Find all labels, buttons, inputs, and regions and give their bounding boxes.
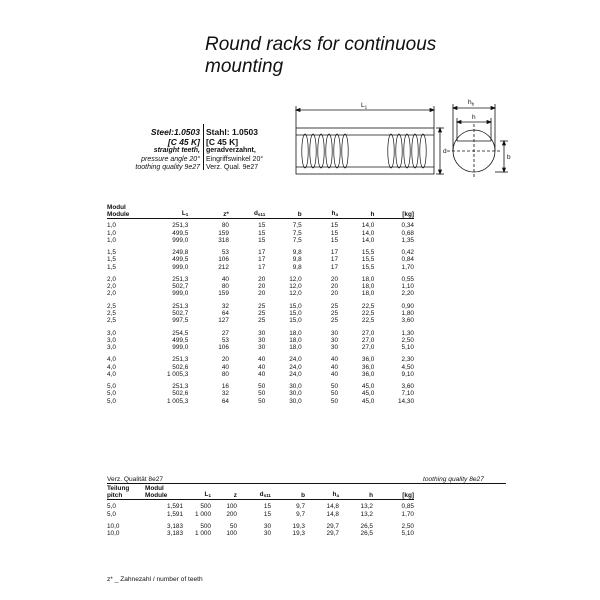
header-L1: $L_1$ [181, 210, 189, 218]
table-row [107, 371, 414, 378]
table-cell: 2,5 [107, 310, 116, 317]
header-h: h [370, 211, 375, 219]
dim-hb: $h_b$ [468, 99, 475, 107]
table-cell: 251,3 [172, 222, 189, 230]
section-divider [107, 483, 506, 484]
caption-quality-de: Verz. Qualität 8e27 [107, 476, 164, 483]
header-kg-2: [kg] [402, 492, 414, 500]
table-cell: 16 [221, 383, 229, 391]
table-cell: 27,0 [361, 336, 375, 344]
module-table [107, 204, 414, 405]
table-row [107, 264, 414, 271]
table-cell: 27,0 [361, 329, 375, 337]
table-cell: 7,10 [401, 390, 414, 398]
rack-drawing [292, 96, 522, 196]
header-kg: [kg] [402, 211, 414, 219]
table-row [107, 276, 414, 283]
table-cell: 14,0 [361, 229, 375, 237]
table-cell: 1 005,3 [166, 397, 189, 405]
table-cell: 251,3 [172, 356, 189, 364]
table-cell: 502,7 [172, 310, 189, 317]
table-cell: 499,5 [172, 229, 189, 237]
table-cell: 14,8 [326, 503, 339, 511]
table-cell: 30 [263, 523, 271, 530]
table-cell: 17 [330, 263, 338, 271]
table-cell: 64 [221, 310, 229, 317]
table-cell: 499,5 [172, 336, 189, 344]
table-cell: 30 [258, 336, 266, 344]
table-cell: 0,90 [401, 302, 414, 310]
table-cell: 1,80 [401, 310, 414, 317]
table-cell: 1,70 [401, 263, 414, 271]
table-cell: 30,0 [289, 390, 302, 398]
table-cell: 4,0 [107, 363, 116, 371]
pressure-label-de: Eingriffswinkel 20° [206, 155, 264, 163]
table-cell: 40 [221, 276, 229, 283]
table-cell: 36,0 [361, 356, 375, 364]
table-cell: 18,0 [361, 276, 375, 283]
table-cell: 20 [330, 283, 338, 291]
table-cell: 45,0 [361, 397, 375, 405]
table-cell: 9,7 [296, 510, 305, 518]
table-row [107, 237, 414, 244]
table-cell: 12,0 [289, 276, 302, 283]
table-cell: 80 [221, 222, 229, 230]
teeth-label-de: geradverzahnt, [206, 147, 256, 154]
table-cell: 50 [330, 397, 338, 405]
table-cell: 30 [258, 344, 266, 351]
table-cell: 0,42 [401, 249, 414, 257]
table-cell: 1,591 [167, 510, 183, 518]
table-cell: 40 [258, 363, 266, 371]
table-cell: 24,0 [289, 363, 302, 371]
table-cell: 40 [330, 370, 338, 378]
table-cell: 25 [258, 317, 266, 325]
table-cell: 249,8 [172, 249, 189, 257]
table-cell: 15,5 [361, 256, 375, 264]
table-cell: 20 [258, 290, 266, 298]
table-cell: 0,84 [401, 256, 414, 264]
header-ha: $h_a$ [331, 210, 338, 218]
table-row [107, 511, 414, 518]
table-cell: 20 [258, 283, 266, 291]
table-cell: 13,2 [360, 503, 373, 511]
table-row [107, 256, 414, 263]
table-cell: 20 [221, 356, 229, 364]
table-cell: 17 [330, 256, 338, 264]
table-cell: 80 [221, 370, 229, 378]
table-cell: 3,60 [401, 383, 414, 391]
table-cell: 10,0 [107, 523, 120, 530]
dim-d: d [443, 148, 447, 155]
table-cell: 20 [330, 276, 338, 283]
table-cell: 0,85 [401, 503, 414, 511]
table-cell: 30,0 [289, 397, 302, 405]
table-cell: 0,68 [401, 229, 414, 237]
table-cell: 251,3 [172, 383, 189, 391]
quality-label-en: toothing quality 9e27 [135, 164, 200, 172]
table-cell: 14,0 [361, 222, 375, 230]
table-cell: 12,0 [289, 283, 302, 291]
table-cell: 40 [221, 363, 229, 371]
table-cell: 1,10 [401, 283, 414, 291]
table-cell: 251,3 [172, 276, 189, 283]
table-cell: 18,0 [361, 283, 375, 291]
table-cell: 26,5 [360, 530, 373, 538]
table-cell: 30 [263, 530, 271, 538]
table-cell: 12,0 [289, 290, 302, 298]
table-cell: 4,0 [107, 356, 116, 364]
table-cell: 997,5 [172, 317, 189, 325]
header-z: z* [223, 211, 229, 219]
grade-label-de: [C 45 K] [206, 137, 239, 147]
table-cell: 22,5 [361, 317, 375, 325]
table-cell: 106 [218, 344, 229, 351]
table-cell: 500 [200, 523, 211, 530]
table-cell: 30,0 [289, 383, 302, 391]
table-cell: 1,5 [107, 249, 116, 257]
header-ds11: $d_{s11}$ [253, 210, 266, 218]
table-cell: 1,30 [401, 329, 414, 337]
table-cell: 9,7 [296, 503, 305, 511]
spec-english [100, 127, 200, 173]
dim-b: b [507, 154, 511, 161]
table-cell: 1,0 [107, 222, 116, 230]
header-ds11-2: $d_{s11}$ [259, 491, 271, 499]
table-cell: 17 [258, 256, 266, 264]
header-b-2: b [301, 492, 305, 500]
table-cell: 5,0 [107, 383, 116, 391]
header-h-2: h [369, 492, 373, 500]
table-cell: 4,0 [107, 370, 116, 378]
table-cell: 999,0 [172, 263, 189, 271]
table-cell: 9,8 [292, 249, 302, 257]
table-cell: 25 [330, 310, 338, 317]
table-cell: 15,0 [289, 317, 302, 325]
table-cell: 36,0 [361, 370, 375, 378]
spec-divider [203, 124, 204, 170]
table-cell: 5,10 [401, 530, 414, 538]
table-cell: 3,0 [107, 344, 116, 351]
table-row [107, 356, 414, 363]
table-cell: 13,2 [360, 510, 373, 518]
header-L1-2: $L_1$ [204, 491, 211, 499]
header-z-2: z [233, 492, 237, 500]
table-cell: 26,5 [360, 523, 373, 530]
table-row [107, 390, 414, 397]
table-cell: 1 000 [195, 530, 211, 538]
table-cell: 254,5 [172, 329, 189, 337]
table-cell: 2,0 [107, 290, 116, 298]
table-cell: 29,7 [326, 530, 339, 538]
table-cell: 106 [218, 256, 229, 264]
title-line-2: mounting [205, 56, 284, 77]
table-cell: 18,0 [361, 290, 375, 298]
table-cell: 3,60 [401, 317, 414, 325]
table-cell: 2,5 [107, 302, 116, 310]
table-cell: 17 [258, 249, 266, 257]
dim-L1: $L_1$ [361, 102, 368, 110]
table-cell: 17 [258, 263, 266, 271]
caption-quality-en: toothing quality 8e27 [423, 476, 484, 483]
table-cell: 14,8 [326, 510, 339, 518]
table-cell: 2,0 [107, 283, 116, 291]
header-pitch: Teilung pitch [107, 485, 130, 500]
table-cell: 24,0 [289, 370, 302, 378]
table-cell: 1,0 [107, 236, 116, 244]
table-cell: 22,5 [361, 310, 375, 317]
table-cell: 500 [200, 503, 211, 511]
table-cell: 7,5 [292, 229, 302, 237]
table-cell: 2,5 [107, 317, 116, 325]
table-cell: 20 [330, 290, 338, 298]
table-cell: 212 [218, 263, 229, 271]
table-cell: 40 [330, 363, 338, 371]
table-cell: 50 [258, 383, 266, 391]
table-cell: 5,10 [401, 344, 414, 351]
table-cell: 27,0 [361, 344, 375, 351]
table-cell: 18,0 [289, 344, 302, 351]
table-row [107, 283, 414, 290]
table-row [107, 317, 414, 324]
table-cell: 53 [221, 249, 229, 257]
table-cell: 499,5 [172, 256, 189, 264]
table-cell: 50 [258, 390, 266, 398]
table-row [107, 303, 414, 310]
table-cell: 25 [258, 302, 266, 310]
table-cell: 5,0 [107, 390, 116, 398]
table-cell: 53 [221, 336, 229, 344]
table-cell: 1,5 [107, 256, 116, 264]
table-cell: 45,0 [361, 390, 375, 398]
table-cell: 15 [258, 229, 266, 237]
table-row [107, 523, 414, 530]
table-cell: 15 [263, 503, 271, 511]
table-cell: 1,35 [401, 236, 414, 244]
table-cell: 1,5 [107, 263, 116, 271]
table-cell: 45,0 [361, 383, 375, 391]
table-cell: 2,0 [107, 276, 116, 283]
table-cell: 100 [226, 530, 237, 538]
title-line-1: Round racks for continuous [205, 34, 437, 55]
table-cell: 15,5 [361, 249, 375, 257]
table-cell: 15 [263, 510, 271, 518]
table-cell: 1,591 [167, 503, 183, 511]
table-row [107, 383, 414, 390]
table-cell: 159 [218, 290, 229, 298]
table-cell: 7,5 [292, 222, 302, 230]
table-cell: 64 [221, 397, 229, 405]
table-cell: 251,3 [172, 302, 189, 310]
table-cell: 15 [258, 222, 266, 230]
table-row [107, 222, 414, 229]
table-cell: 50 [330, 383, 338, 391]
table-cell: 32 [221, 390, 229, 398]
table-cell: 15,0 [289, 302, 302, 310]
table-cell: 18,0 [289, 329, 302, 337]
table-cell: 999,0 [172, 290, 189, 298]
table-cell: 17 [330, 249, 338, 257]
table-cell: 4,50 [401, 363, 414, 371]
table-cell: 50 [258, 397, 266, 405]
table-cell: 3,183 [167, 523, 183, 530]
table-cell: 19,3 [292, 530, 305, 538]
header-b: b [297, 211, 302, 219]
table-cell: 5,0 [107, 397, 116, 405]
steel-label-de: Stahl: 1.0503 [206, 127, 258, 137]
table-cell: 40 [258, 356, 266, 364]
table-cell: 1 005,3 [166, 370, 189, 378]
table-cell: 19,3 [292, 523, 305, 530]
steel-label-en: Steel:1.0503 [150, 127, 200, 137]
table-cell: 80 [221, 283, 229, 291]
table-cell: 36,0 [361, 363, 375, 371]
table-row [107, 398, 414, 405]
table-header-row [107, 204, 414, 219]
pressure-label-en: pressure angle 20° [141, 155, 200, 163]
table-cell: 9,10 [401, 370, 414, 378]
table-cell: 15,0 [289, 310, 302, 317]
table-row [107, 230, 414, 237]
table-row [107, 364, 414, 371]
table-cell: 0,34 [401, 222, 414, 230]
table-cell: 7,5 [292, 236, 302, 244]
table-cell: 30 [258, 329, 266, 337]
table-cell: 2,30 [401, 356, 414, 364]
table-cell: 2,20 [401, 290, 414, 298]
table-cell: 27 [221, 329, 229, 337]
dim-h: h [472, 114, 476, 121]
header-ha-2: $h_a$ [332, 491, 339, 499]
table-cell: 999,0 [172, 236, 189, 244]
table-cell: 30 [330, 336, 338, 344]
table-cell: 1,0 [107, 229, 116, 237]
table-cell: 100 [226, 503, 237, 511]
table-cell: 502,6 [172, 363, 189, 371]
table-cell: 9,8 [292, 256, 302, 264]
table-cell: 25 [258, 310, 266, 317]
table-cell: 3,0 [107, 329, 116, 337]
table-cell: 15 [330, 236, 338, 244]
table-cell: 20 [258, 276, 266, 283]
table-cell: 30 [330, 329, 338, 337]
pitch-table-body [107, 503, 414, 537]
table-cell: 10,0 [107, 530, 120, 538]
table-cell: 30 [330, 344, 338, 351]
table-row [107, 503, 414, 510]
table-row [107, 337, 414, 344]
table-row [107, 330, 414, 337]
table-cell: 15 [330, 229, 338, 237]
table-cell: 3,0 [107, 336, 116, 344]
table-cell: 2,50 [401, 523, 414, 530]
table-cell: 25 [330, 317, 338, 325]
table-cell: 40 [258, 370, 266, 378]
table-cell: 159 [218, 229, 229, 237]
page-title [205, 34, 525, 78]
table-cell: 50 [330, 390, 338, 398]
table-cell: 25 [330, 302, 338, 310]
table-cell: 1,70 [401, 510, 414, 518]
table-cell: 29,7 [326, 523, 339, 530]
table-row [107, 310, 414, 317]
table-cell: 9,8 [292, 263, 302, 271]
table-cell: 24,0 [289, 356, 302, 364]
table-cell: 999,0 [172, 344, 189, 351]
module-table-body [107, 222, 414, 404]
table-cell: 200 [226, 510, 237, 518]
table-cell: 0,55 [401, 276, 414, 283]
table-cell: 32 [221, 302, 229, 310]
table-cell: 1 000 [195, 510, 211, 518]
table-cell: 50 [229, 523, 237, 530]
table-cell: 15 [330, 222, 338, 230]
table-row [107, 530, 414, 537]
table-cell: 502,7 [172, 283, 189, 291]
table-cell: 15,5 [361, 263, 375, 271]
header-module-2: Modul Module [145, 485, 168, 500]
table-cell: 14,30 [398, 397, 414, 405]
table-row [107, 249, 414, 256]
table-cell: 18,0 [289, 336, 302, 344]
table-cell: 2,50 [401, 336, 414, 344]
table-cell: 40 [330, 356, 338, 364]
table-cell: 127 [218, 317, 229, 325]
table-cell: 5,0 [107, 510, 116, 518]
table-cell: 502,6 [172, 390, 189, 398]
spec-german [206, 127, 306, 173]
table-cell: 22,5 [361, 302, 375, 310]
teeth-label-en: straight teeth, [153, 147, 200, 154]
header-module: Modul Module [107, 204, 130, 219]
table-cell: 318 [218, 236, 229, 244]
pitch-table [107, 485, 414, 537]
table-cell: 3,183 [167, 530, 183, 538]
table-row [107, 290, 414, 297]
footnote: z* _ Zahnezahl / number of teeth [107, 576, 203, 583]
quality-label-de: Verz. Qual. 9e27 [206, 164, 259, 172]
table-cell: 5,0 [107, 503, 116, 511]
table-row [107, 344, 414, 351]
table-cell: 15 [258, 236, 266, 244]
table-cell: 14,0 [361, 236, 375, 244]
grade-label-en: [C 45 K] [167, 137, 200, 147]
pitch-header-row [107, 485, 414, 500]
